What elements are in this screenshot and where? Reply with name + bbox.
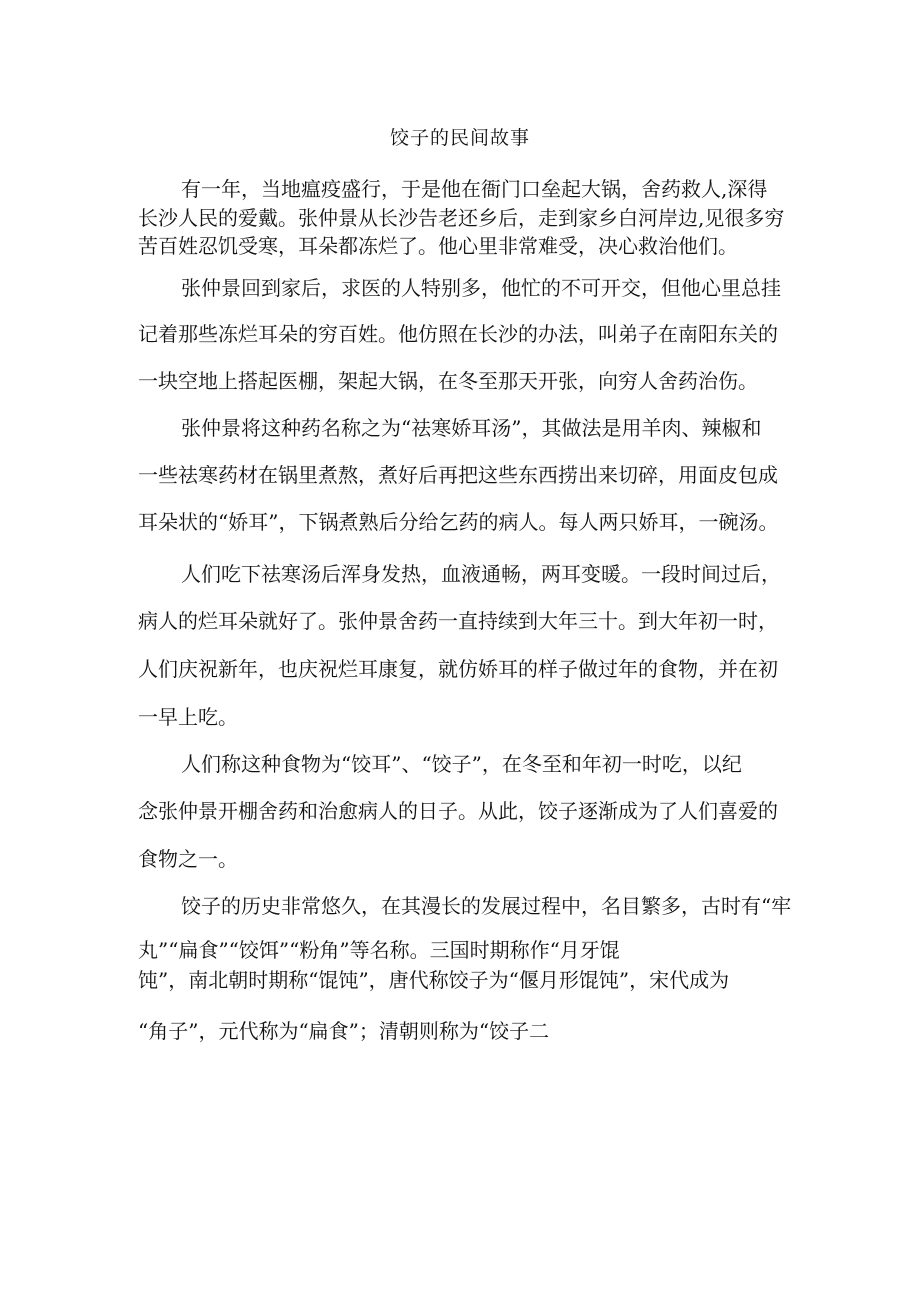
text-line: 有一年，当地瘟疫盛行，于是他在衙门口垒起大锅，舍药救人,深得 (181, 177, 768, 201)
text-line: 耳朵状的“娇耳”，下锅煮熟后分给乞药的病人。每人两只娇耳，一碗汤。 (138, 510, 779, 534)
document-title: 饺子的民间故事 (389, 127, 530, 149)
text-line: “角子”，元代称为“扁食”；清朝则称为“饺子二 (138, 1019, 550, 1043)
text-line: 张仲景回到家后，求医的人特别多，他忙的不可开交，但他心里总挂 (181, 276, 781, 300)
text-line: 饺子的历史非常悠久，在其漫长的发展过程中，名目繁多，古时有“牢 (181, 894, 792, 918)
text-line: 苦百姓忍饥受寒，耳朵都冻烂了。他心里非常难受，决心救治他们。 (138, 234, 738, 258)
text-line: 人们吃下祛寒汤后浑身发热，血液通畅，两耳变暖。一段时间过后， (181, 562, 781, 586)
text-line: 饨”，南北朝时期称“馄饨”，唐代称饺子为“偃月形馄饨”，宋代成为 (138, 968, 730, 992)
text-line: 人们称这种食物为“饺耳”、“饺子”，在冬至和年初一时吃，以纪 (181, 752, 742, 776)
text-line: 丸”“扁食”“饺饵”“粉角”等名称。三国时期称作“月牙馄 (138, 938, 620, 962)
text-line: 长沙人民的爱戴。张仲景从长沙告老还乡后，走到家乡白河岸边,见很多穷 (138, 206, 785, 230)
text-line: 念张仲景开棚舍药和治愈病人的日子。从此，饺子逐渐成为了人们喜爱的 (138, 799, 778, 823)
text-line: 记着那些冻烂耳朵的穷百姓。他仿照在长沙的办法，叫弟子在南阳东关的 (138, 322, 778, 346)
text-line: 一块空地上搭起医棚，架起大锅，在冬至那天开张，向穷人舍药治伤。 (138, 369, 758, 393)
text-line: 张仲景将这种药名称之为“祛寒娇耳汤”，其做法是用羊肉、辣椒和 (181, 416, 762, 440)
text-line: 一些祛寒药材在锅里煮熬，煮好后再把这些东西捞出来切碎，用面皮包成 (138, 463, 778, 487)
text-line: 人们庆祝新年，也庆祝烂耳康复，就仿娇耳的样子做过年的食物，并在初 (138, 657, 778, 681)
text-line: 一早上吃。 (138, 705, 238, 729)
text-line: 食物之一。 (138, 847, 238, 871)
text-line: 病人的烂耳朵就好了。张仲景舍药一直持续到大年三十。到大年初一时， (138, 609, 778, 633)
